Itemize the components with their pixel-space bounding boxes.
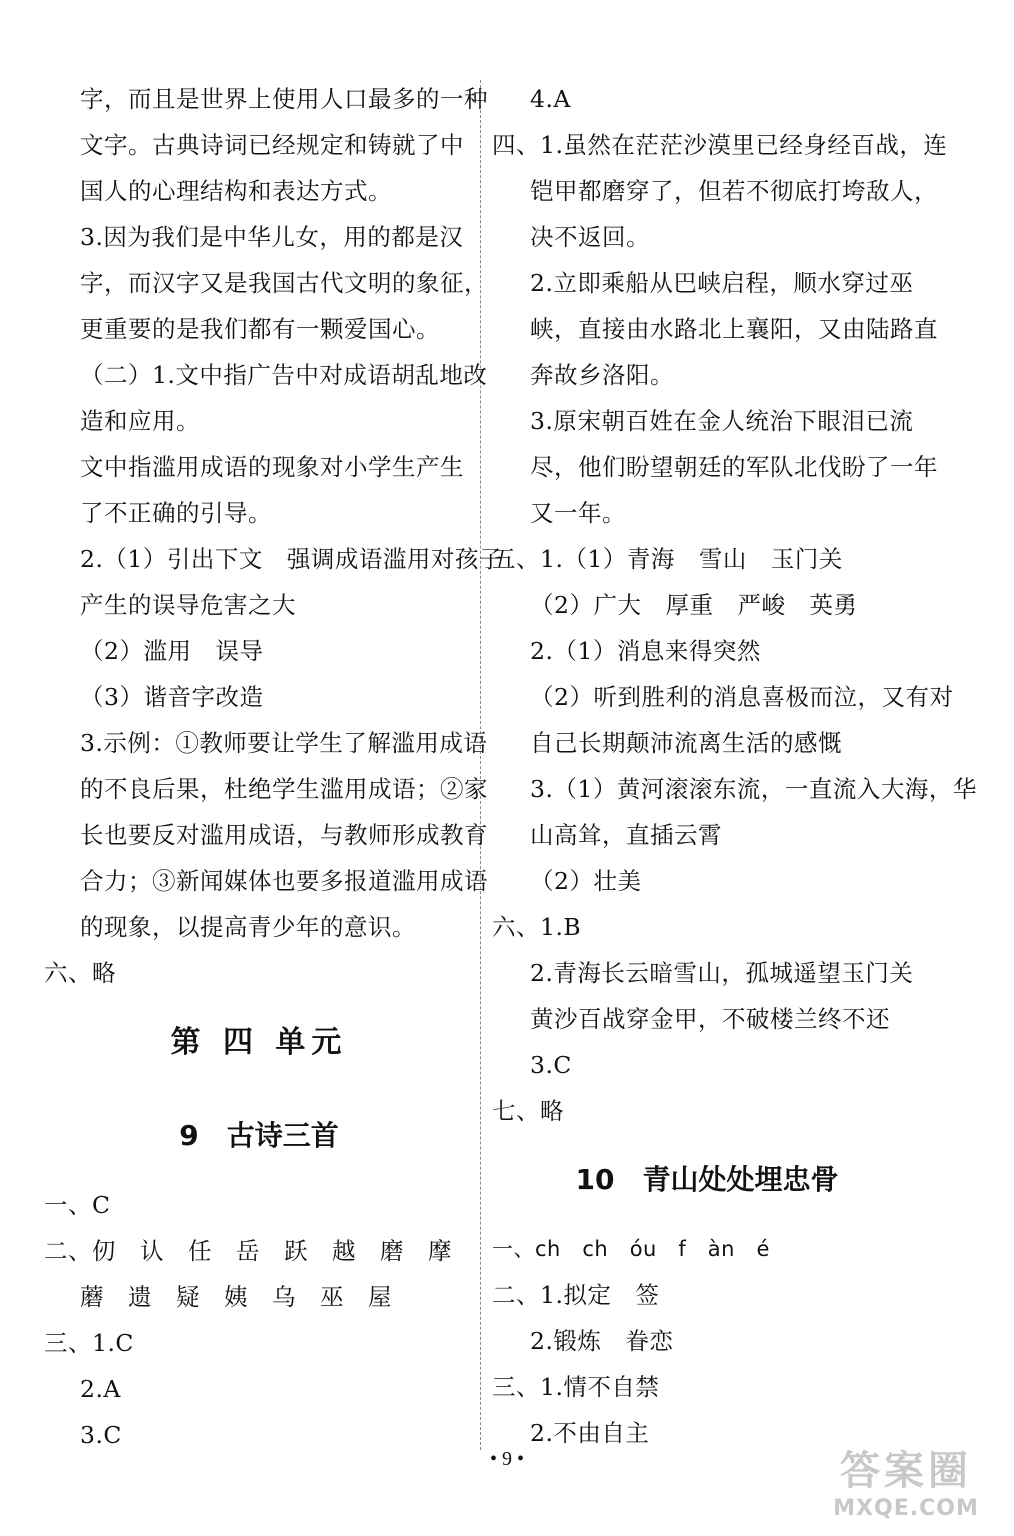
- text-line: （2）滥用 误导: [80, 637, 264, 665]
- answer-line: 蘑 遗 疑 姨 乌 巫 屋: [80, 1283, 392, 1311]
- text-line: 了不正确的引导。: [80, 499, 272, 527]
- page-number: • 9 •: [489, 1448, 524, 1470]
- text-line: 的不良后果，杜绝学生滥用成语；②家: [80, 775, 488, 803]
- lesson-heading: 10 青山处处埋忠骨: [575, 1163, 839, 1196]
- lesson-heading: 9 古诗三首: [179, 1119, 339, 1152]
- text-line: 字，而且是世界上使用人口最多的一种: [80, 85, 488, 113]
- text-line: （3）谐音字改造: [80, 683, 264, 711]
- answer-line: 三、1.情不自禁: [492, 1373, 660, 1401]
- text-line: 的现象，以提高青少年的意识。: [80, 913, 416, 941]
- answer-line: 2.不由自主: [530, 1419, 650, 1447]
- text-line: 黄沙百战穿金甲，不破楼兰终不还: [530, 1005, 890, 1033]
- text-line: 五、1.（1）青海 雪山 玉门关: [492, 545, 843, 573]
- text-line: 2.立即乘船从巴峡启程，顺水穿过巫: [530, 269, 914, 297]
- answer-line: 二、仞 认 任 岳 跃 越 磨 摩: [44, 1237, 452, 1265]
- text-line: 产生的误导危害之大: [80, 591, 296, 619]
- text-line: 奔故乡洛阳。: [530, 361, 674, 389]
- left-column: [44, 76, 503, 1458]
- section-six-answer: 六、略: [44, 959, 116, 987]
- text-line: 文中指滥用成语的现象对小学生产生: [80, 453, 464, 481]
- text-line: 又一年。: [530, 499, 626, 527]
- answer-line: 二、1.拟定 签: [492, 1281, 660, 1309]
- text-line: 决不返回。: [530, 223, 650, 251]
- text-line: 字，而汉字又是我国古代文明的象征，: [80, 269, 488, 297]
- text-line: （2）壮美: [530, 867, 642, 895]
- watermark-logo-text: 答案圈: [840, 1448, 972, 1494]
- text-line: 尽，他们盼望朝廷的军队北伐盼了一年: [530, 453, 938, 481]
- text-line: 山高耸，直插云霄: [530, 821, 722, 849]
- text-line: 合力；③新闻媒体也要多报道滥用成语: [80, 867, 488, 895]
- text-line: 七、略: [492, 1097, 564, 1125]
- text-line: 峡，直接由水路北上襄阳，又由陆路直: [530, 315, 938, 343]
- unit-heading: 第 四 单元: [170, 1025, 348, 1060]
- text-line: 3.（1）黄河滚滚东流，一直流入大海，华: [530, 775, 977, 803]
- text-line: 3.C: [530, 1051, 572, 1079]
- pinyin-answer-line: 一、ch ch óu f àn é: [492, 1237, 770, 1261]
- text-line: 自己长期颠沛流离生活的感慨: [530, 729, 842, 757]
- text-line: 文字。古典诗词已经规定和铸就了中: [80, 131, 464, 159]
- text-line: 2.（1）消息来得突然: [530, 637, 761, 665]
- watermark-logo: [816, 1448, 996, 1530]
- text-line: 3.原宋朝百姓在金人统治下眼泪已流: [530, 407, 914, 435]
- text-line: （二）1.文中指广告中对成语胡乱地改: [80, 361, 488, 389]
- text-line: 更重要的是我们都有一颗爱国心。: [80, 315, 440, 343]
- text-line: （2）听到胜利的消息喜极而泣，又有对: [530, 683, 954, 711]
- text-line: 4.A: [530, 85, 571, 113]
- text-line: 2.（1）引出下文 强调成语滥用对孩子: [80, 545, 503, 573]
- right-column: [492, 76, 977, 1456]
- answer-line: 2.A: [80, 1375, 121, 1403]
- answer-line: 3.C: [80, 1421, 122, 1449]
- text-line: 造和应用。: [80, 407, 200, 435]
- watermark-url: MXQE.COM: [833, 1496, 979, 1521]
- text-line: 四、1.虽然在茫茫沙漠里已经身经百战，连: [492, 131, 948, 159]
- answer-line: 一、C: [44, 1191, 111, 1219]
- text-line: （2）广大 厚重 严峻 英勇: [530, 591, 858, 619]
- text-line: 国人的心理结构和表达方式。: [80, 177, 392, 205]
- answer-line: 三、1.C: [44, 1329, 134, 1357]
- text-line: 铠甲都磨穿了，但若不彻底打垮敌人，: [530, 177, 938, 205]
- answer-line: 2.锻炼 眷恋: [530, 1327, 674, 1355]
- text-line: 3.示例：①教师要让学生了解滥用成语: [80, 729, 488, 757]
- text-line: 3.因为我们是中华儿女，用的都是汉: [80, 223, 464, 251]
- text-line: 长也要反对滥用成语，与教师形成教育: [80, 821, 488, 849]
- text-line: 六、1.B: [492, 913, 582, 941]
- text-line: 2.青海长云暗雪山，孤城遥望玉门关: [530, 959, 914, 987]
